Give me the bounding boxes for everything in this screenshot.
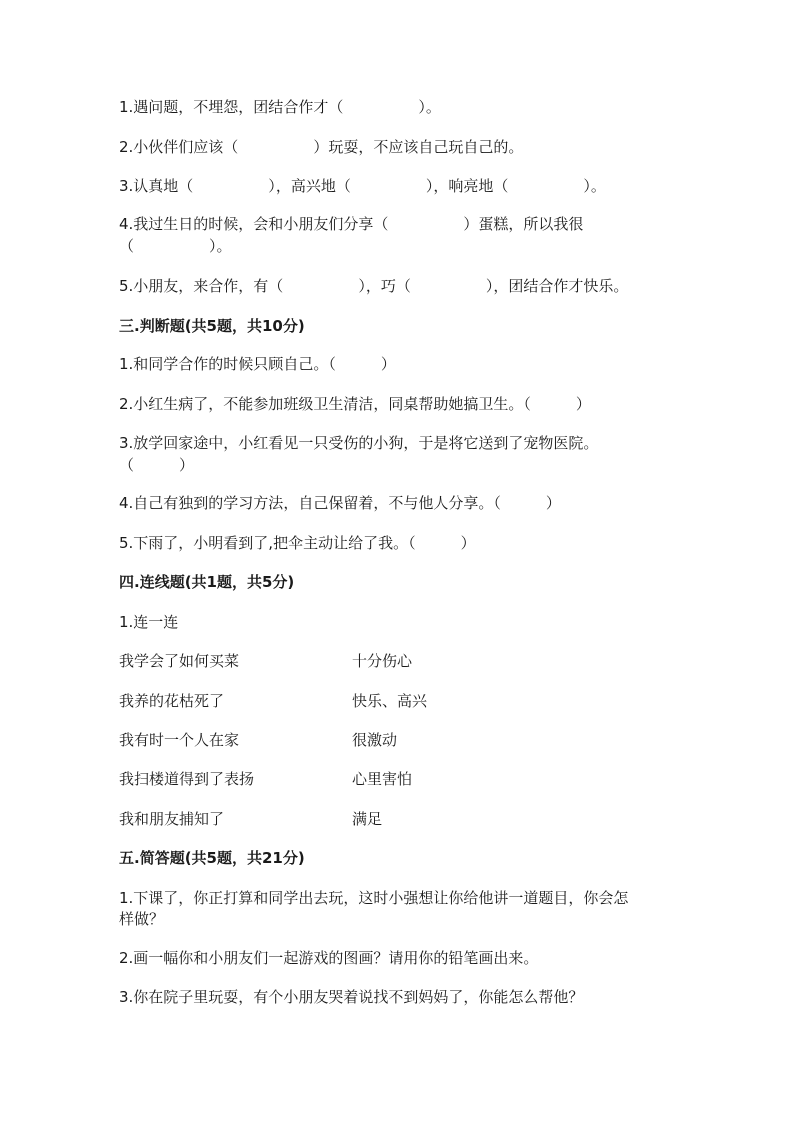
judge-question-5: 5.下雨了，小明看到了,把伞主动让给了我。（ ） bbox=[119, 534, 476, 552]
short-answer-question-1-cont: 样做？ bbox=[119, 910, 165, 928]
fill-in-question-3: 3.认真地（ ），高兴地（ ），响亮地（ ）。 bbox=[119, 177, 606, 195]
matching-right-item: 十分伤心 bbox=[352, 652, 413, 670]
section-5-title: 五.简答题(共5题，共21分) bbox=[119, 849, 305, 867]
matching-right-item: 心里害怕 bbox=[352, 770, 413, 788]
matching-left-item: 我扫楼道得到了表扬 bbox=[119, 770, 255, 788]
fill-in-question-2: 2.小伙伴们应该（ ）玩耍，不应该自己玩自己的。 bbox=[119, 138, 524, 156]
matching-right-item: 快乐、高兴 bbox=[352, 692, 428, 710]
judge-question-3: 3.放学回家途中，小红看见一只受伤的小狗，于是将它送到了宠物医院。 bbox=[119, 434, 599, 452]
fill-in-question-4: 4.我过生日的时候，会和小朋友们分享（ ）蛋糕，所以我很 bbox=[119, 215, 584, 233]
short-answer-question-3: 3.你在院子里玩耍，有个小朋友哭着说找不到妈妈了，你能怎么帮他？ bbox=[119, 988, 584, 1006]
fill-in-question-5: 5.小朋友，来合作，有（ ），巧（ ），团结合作才快乐。 bbox=[119, 277, 629, 295]
short-answer-question-2: 2.画一幅你和小朋友们一起游戏的图画？请用你的铅笔画出来。 bbox=[119, 949, 539, 967]
judge-question-3-cont: （ ） bbox=[119, 456, 195, 474]
matching-right-item: 满足 bbox=[352, 810, 383, 828]
matching-left-item: 我和朋友捕知了 bbox=[119, 810, 225, 828]
matching-question: 1.连一连 bbox=[119, 613, 179, 631]
judge-question-2: 2.小红生病了，不能参加班级卫生清洁，同桌帮助她搞卫生。（ ） bbox=[119, 395, 591, 413]
fill-in-question-1: 1.遇问题，不埋怨，团结合作才（ ）。 bbox=[119, 98, 441, 116]
judge-question-1: 1.和同学合作的时候只顾自己。（ ） bbox=[119, 355, 396, 373]
matching-right-item: 很激动 bbox=[352, 731, 398, 749]
matching-left-item: 我学会了如何买菜 bbox=[119, 652, 240, 670]
matching-left-item: 我养的花枯死了 bbox=[119, 692, 225, 710]
matching-left-item: 我有时一个人在家 bbox=[119, 731, 240, 749]
short-answer-question-1: 1.下课了，你正打算和同学出去玩，这时小强想让你给他讲一道题目，你会怎 bbox=[119, 889, 629, 907]
section-3-title: 三.判断题(共5题，共10分) bbox=[119, 317, 305, 335]
section-4-title: 四.连线题(共1题，共5分) bbox=[119, 573, 295, 591]
judge-question-4: 4.自己有独到的学习方法，自己保留着，不与他人分享。（ ） bbox=[119, 494, 561, 512]
fill-in-question-4-cont: （ ）。 bbox=[119, 237, 232, 255]
